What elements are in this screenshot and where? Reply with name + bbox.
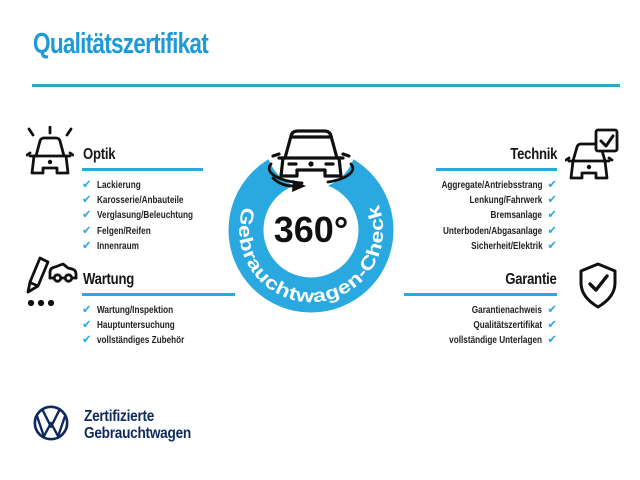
check-icon: ✔ bbox=[82, 319, 92, 332]
ring-label: Gebrauchtwagen-Check bbox=[235, 205, 388, 307]
list-item: Garantienachweis ✔ bbox=[423, 303, 557, 318]
car-front-shine-icon bbox=[26, 126, 74, 180]
car-checkbox-icon bbox=[565, 128, 621, 182]
list-item: ✔ Lackierung bbox=[82, 178, 220, 193]
garantie-list bbox=[423, 303, 557, 349]
header-divider bbox=[32, 84, 620, 87]
list-item: ✔ Innenraum bbox=[82, 239, 220, 254]
service-pen-car-icon bbox=[24, 256, 78, 310]
check-icon: ✔ bbox=[547, 209, 557, 222]
degree-label: 360° bbox=[273, 209, 349, 250]
list-item: vollständige Unterlagen ✔ bbox=[423, 333, 557, 348]
list-item: ✔ Wartung/Inspektion bbox=[82, 303, 209, 318]
center-360-graphic bbox=[218, 114, 410, 346]
list-item: Qualitätszertifikat ✔ bbox=[423, 318, 557, 333]
shield-check-icon bbox=[576, 261, 620, 311]
check-icon: ✔ bbox=[547, 304, 557, 316]
check-icon: ✔ bbox=[82, 209, 92, 222]
list-item: ✔ Hauptuntersuchung bbox=[82, 318, 209, 333]
check-icon: ✔ bbox=[547, 239, 557, 252]
check-icon: ✔ bbox=[82, 179, 92, 191]
check-icon: ✔ bbox=[547, 224, 557, 237]
technik-underline bbox=[436, 168, 557, 171]
section-title-technik: Technik bbox=[510, 146, 557, 163]
section-title-garantie: Garantie bbox=[505, 271, 557, 288]
optik-list bbox=[82, 178, 220, 254]
check-icon: ✔ bbox=[82, 194, 92, 207]
check-icon: ✔ bbox=[82, 239, 92, 252]
list-item: Lenkung/Fahrwerk ✔ bbox=[413, 193, 557, 208]
garantie-underline bbox=[404, 293, 557, 296]
list-item: ✔ Verglasung/Beleuchtung bbox=[82, 208, 220, 223]
page-title: Qualitätszertifikat bbox=[33, 28, 208, 60]
brand-line-1: Zertifizierte bbox=[84, 408, 155, 425]
check-icon: ✔ bbox=[82, 334, 92, 347]
list-item: ✔ Karosserie/Anbauteile bbox=[82, 193, 220, 208]
list-item: Bremsanlage ✔ bbox=[413, 208, 557, 223]
list-item: ✔ Felgen/Reifen bbox=[82, 224, 220, 239]
wartung-list bbox=[82, 303, 209, 349]
vw-logo bbox=[32, 404, 70, 442]
list-item: Aggregate/Antriebsstrang ✔ bbox=[413, 178, 557, 193]
list-item: ✔ vollständiges Zubehör bbox=[82, 333, 209, 348]
list-item: Unterboden/Abgasanlage ✔ bbox=[413, 224, 557, 239]
wartung-underline bbox=[82, 293, 235, 296]
section-title-wartung: Wartung bbox=[83, 271, 134, 288]
check-icon: ✔ bbox=[82, 304, 92, 316]
check-icon: ✔ bbox=[547, 334, 557, 347]
check-icon: ✔ bbox=[547, 179, 557, 191]
brand-text bbox=[84, 409, 191, 442]
check-icon: ✔ bbox=[547, 194, 557, 207]
check-icon: ✔ bbox=[82, 224, 92, 237]
optik-underline bbox=[82, 168, 203, 171]
check-icon: ✔ bbox=[547, 319, 557, 332]
list-item: Sicherheit/Elektrik ✔ bbox=[413, 239, 557, 254]
brand-line-2: Gebrauchtwagen bbox=[84, 424, 191, 442]
technik-list bbox=[413, 178, 557, 254]
section-title-optik: Optik bbox=[83, 146, 116, 163]
